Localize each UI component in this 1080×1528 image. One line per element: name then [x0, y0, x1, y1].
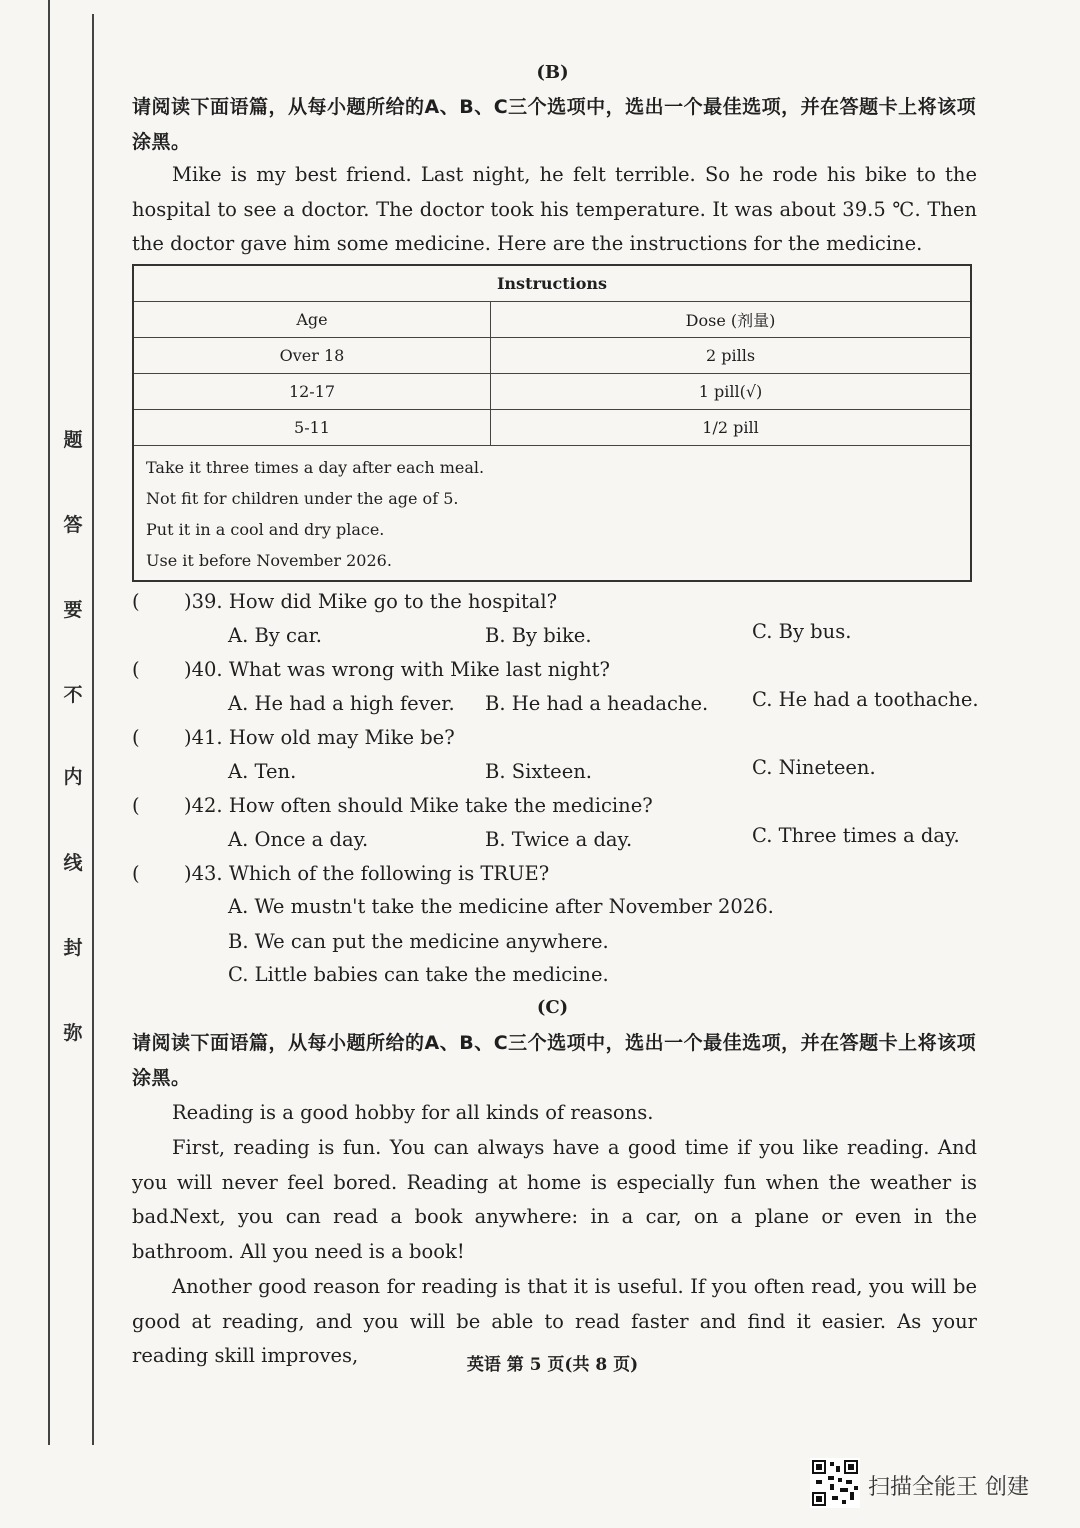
table-notes [133, 446, 971, 582]
page-footer: 英语 第 5 页(共 8 页) [466, 1355, 639, 1375]
question-text: )43. Which of the following is TRUE? [184, 862, 550, 885]
table-title: Instructions [133, 265, 971, 302]
seal-line-char: 答 [63, 514, 83, 536]
seal-line-char: 弥 [63, 1022, 83, 1044]
age-cell: 5-11 [133, 410, 491, 446]
qr-code-icon [810, 1458, 860, 1508]
question-41 [132, 721, 992, 755]
option-a: A. He had a high fever. [228, 692, 455, 715]
section-c-paragraph: Reading is a good hobby for all kinds of reasons. [172, 1101, 654, 1124]
seal-line-char: 要 [63, 599, 83, 621]
medicine-instructions-table [132, 264, 972, 582]
seal-line-char: 题 [63, 429, 83, 451]
option-b: B. By bike. [485, 624, 592, 647]
margin-rule-outer [48, 0, 50, 1445]
section-c-paragraph: Next, you can read a book anywhere: in a car, on a plane or even in the bathroom. All you need is a book! [132, 1205, 977, 1263]
margin-rule-inner [92, 14, 94, 1445]
question-39 [132, 585, 992, 619]
section-b-instruction: 请阅读下面语篇，从每小题所给的A、B、C三个选项中，选出一个最佳选项，并在答题卡上将该项涂黑。 [132, 96, 977, 153]
question-43 [132, 857, 992, 891]
question-42 [132, 789, 992, 823]
note-line: Put it in a cool and dry place. [146, 520, 385, 539]
option-b: B. Twice a day. [485, 828, 633, 851]
note-line: Take it three times a day after each meal. [146, 458, 485, 477]
answer-paren[interactable]: ( [132, 794, 140, 817]
dose-cell: 1/2 pill [491, 410, 972, 446]
seal-line-char: 不 [63, 684, 83, 706]
option-b: B. Sixteen. [485, 760, 592, 783]
option-c: C. Three times a day. [752, 824, 960, 847]
section-c-instruction: 请阅读下面语篇，从每小题所给的A、B、C三个选项中，选出一个最佳选项，并在答题卡上将该项涂黑。 [132, 1032, 977, 1089]
note-line: Not fit for children under the age of 5. [146, 489, 459, 508]
table-header-dose: Dose (剂量) [491, 302, 972, 338]
question-text: )42. How often should Mike take the medicine? [184, 794, 653, 817]
question-text: )40. What was wrong with Mike last night? [184, 658, 610, 681]
answer-paren[interactable]: ( [132, 658, 140, 681]
section-c-label: (C) [536, 997, 569, 1018]
age-cell: Over 18 [133, 338, 491, 374]
seal-line-char: 内 [63, 766, 83, 788]
answer-paren[interactable]: ( [132, 862, 140, 885]
table-row [133, 410, 971, 446]
dose-cell: 2 pills [491, 338, 972, 374]
section-c-paragraph: Another good reason for reading is that it is useful. If you often read, you will be good at reading, and you will be able to read faster and find it easier. As your reading skill improves, [132, 1275, 977, 1367]
option-c: C. Little babies can take the medicine. [228, 963, 609, 986]
answer-paren[interactable]: ( [132, 590, 140, 613]
section-b-passage: Mike is my best friend. Last night, he felt terrible. So he rode his bike to the hospital to see a doctor. The doctor took his temperature. It was about 39.5 ℃. Then the doctor gave him some medicine. Here are the instructions for the medicine. [132, 163, 977, 255]
question-40 [132, 653, 992, 687]
dose-cell: 1 pill(√) [491, 374, 972, 410]
question-text: )39. How did Mike go to the hospital? [184, 590, 558, 613]
section-c-paragraph: First, reading is fun. You can always have a good time if you like reading. And you will never feel bored. Reading at home is especially fun when the weather is bad. [132, 1136, 977, 1228]
option-b: B. We can put the medicine anywhere. [228, 930, 609, 953]
seal-line-char: 封 [63, 937, 83, 959]
option-a: A. Once a day. [228, 828, 369, 851]
option-a: A. Ten. [228, 760, 297, 783]
option-c: C. By bus. [752, 620, 852, 643]
table-row [133, 338, 971, 374]
option-a: A. By car. [228, 624, 322, 647]
section-b-label: (B) [536, 62, 569, 83]
table-header-age: Age [133, 302, 491, 338]
table-row [133, 374, 971, 410]
seal-line-char: 线 [63, 852, 83, 874]
option-a: A. We mustn't take the medicine after November 2026. [228, 895, 774, 918]
option-b: B. He had a headache. [485, 692, 709, 715]
option-c: C. He had a toothache. [752, 688, 979, 711]
option-c: C. Nineteen. [752, 756, 876, 779]
age-cell: 12-17 [133, 374, 491, 410]
question-text: )41. How old may Mike be? [184, 726, 455, 749]
scanner-watermark: 扫描全能王 创建 [868, 1475, 1029, 1500]
note-line: Use it before November 2026. [146, 551, 392, 570]
answer-paren[interactable]: ( [132, 726, 140, 749]
